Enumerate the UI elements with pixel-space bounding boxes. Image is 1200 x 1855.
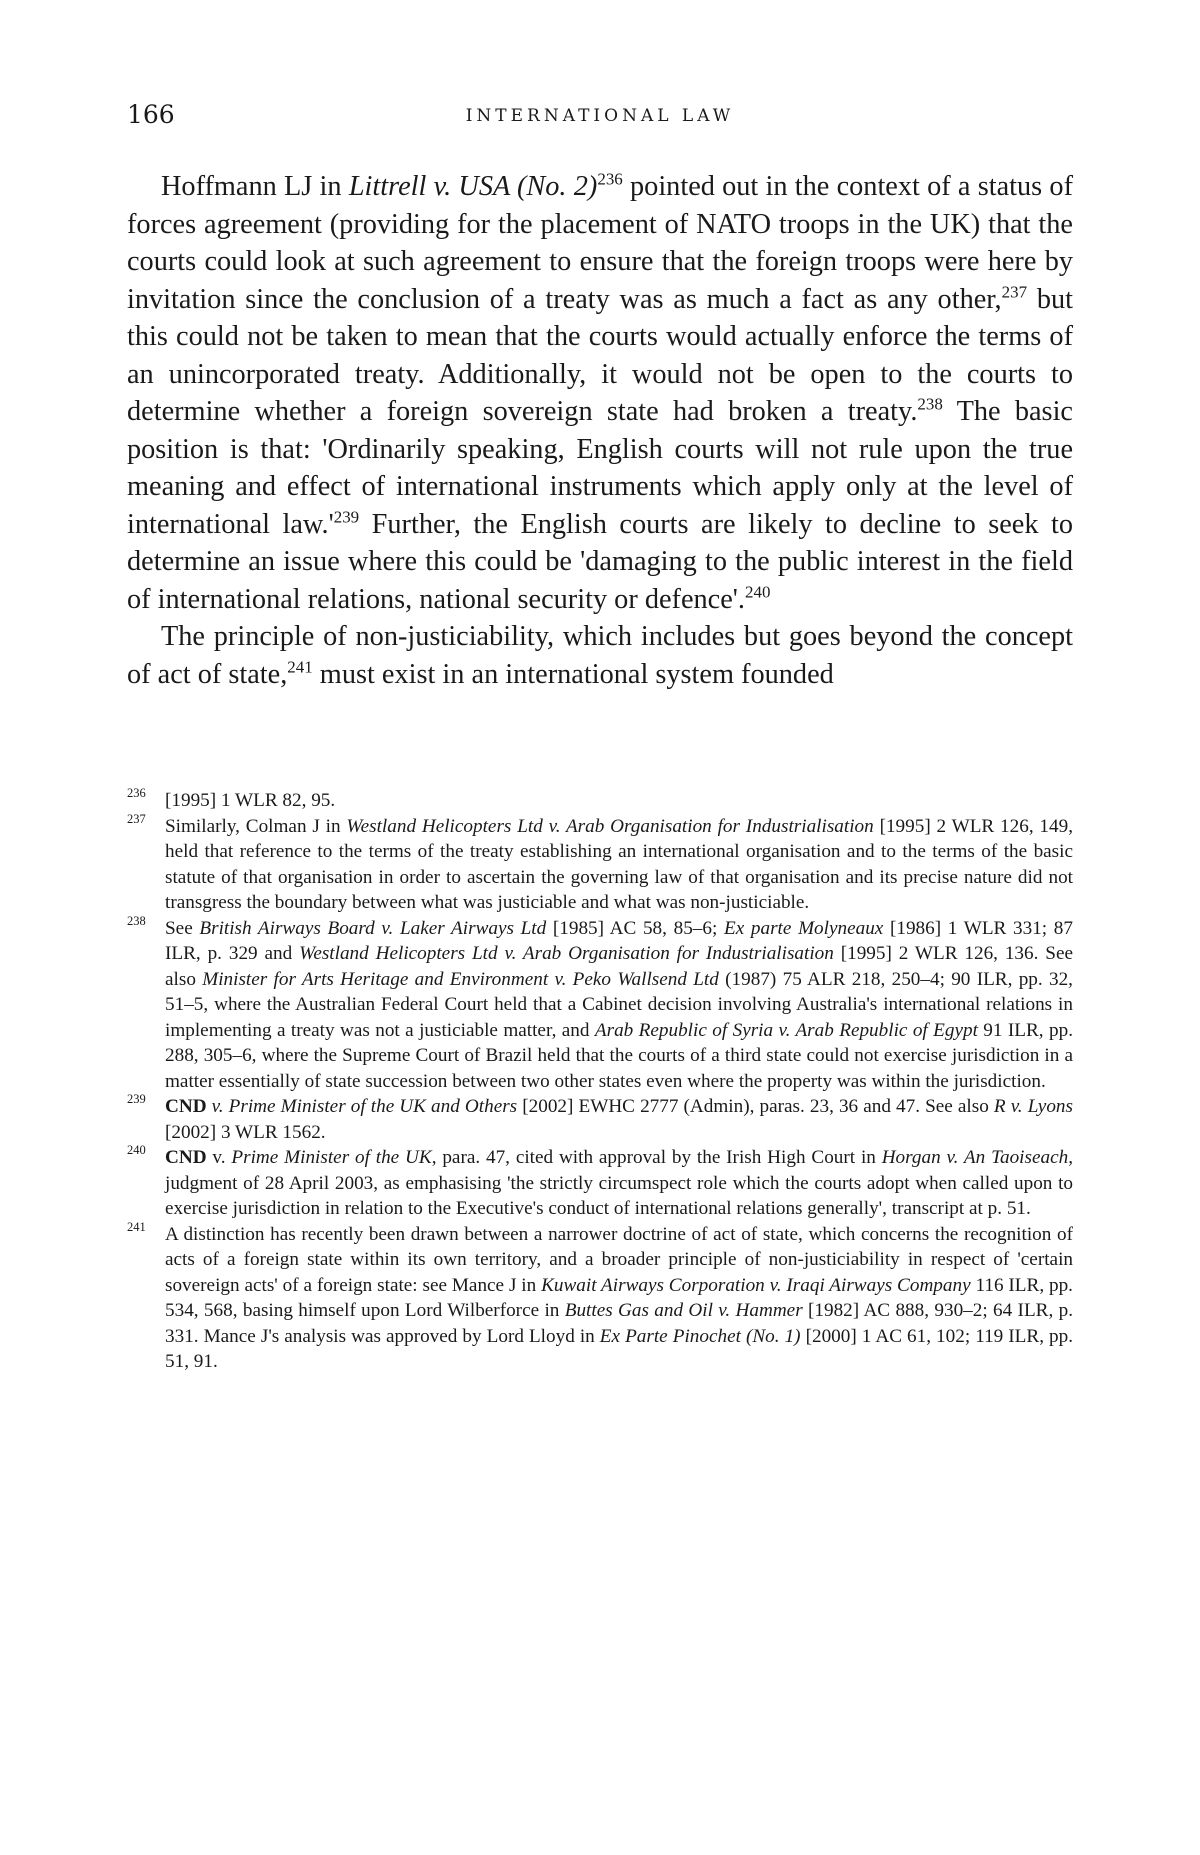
case-name: Prime Minister of the UK: [231, 1147, 432, 1168]
footnote-237: 237 Similarly, Colman J in Westland Helicopters Ltd v. Arab Organisation for Industrialisation [1995] 2 WLR 126, 149, held that reference to the terms of the treaty establishing an international organisation and to the terms of the basic statute of that organisation in order to ascertain the governing law of that organisation and its precise nature did not transgress the boundary between what was justiciable and what was non-justiciable.: [127, 811, 1074, 913]
case-name: Littrell v. USA (No. 2): [348, 171, 598, 202]
page-header: [127, 100, 1073, 134]
footnote-240: 240 CND v. Prime Minister of the UK, para. 47, cited with approval by the Irish High Court in Horgan v. An Taoiseach, judgment of 28 April 2003, as emphasising 'the strictly circumspect role which the courts adopt when called upon to exercise jurisdiction in relation to the Executive's conduct of international relations generally', transcript at p. 51.: [127, 1143, 1073, 1219]
paragraph-2: The principle of non-justiciability, which includes but goes beyond the concept of act of state,$^{241}$ must exist in an international system founded: [127, 621, 1073, 690]
footnote-ref: 236: [597, 169, 623, 189]
case-name: Kuwait Airways Corporation v. Iraqi Airways Company: [541, 1274, 971, 1296]
footnote-number: 237: [127, 811, 146, 826]
case-name: R v. Lyons: [993, 1096, 1073, 1117]
footnote-238: 238 See British Airways Board v. Laker Airways Ltd [1985] AC 58, 85–6; Ex parte Molyneaux [1986] 1 WLR 331; 87 ILR, p. 329 and Westland Helicopters Ltd v. Arab Organisation for Industrialisation [1995] 2 WLR 126, 136. See also Minister for Arts Heritage and Environment v. Peko Wallsend Ltd (1987) 75 ALR 218, 250–4; 90 ILR, pp. 32, 51–5, where the Australian Federal Court held that a Cabinet decision involving Australia's international relations in implementing a treaty was not a justiciable matter, and Arab Republic of Syria v. Arab Republic of Egypt 91 ILR, pp. 288, 305–6, where the Supreme Court of Brazil held that the courts of a third state could not exercise jurisdiction in a matter essentially of state succession between two other states even where the property was within the jurisdiction.: [127, 913, 1073, 1092]
footnote-236: 236 [1995] 1 WLR 82, 95.: [127, 786, 336, 811]
footnote-number: 236: [127, 786, 146, 800]
footnote-ref: 237: [1001, 282, 1028, 302]
case-name: Buttes Gas and Oil v. Hammer: [564, 1300, 803, 1321]
running-head: INTERNATIONAL LAW: [465, 106, 735, 126]
case-name: Arab Republic of Syria v. Arab Republic of Egypt: [594, 1019, 978, 1041]
footnote-number: 239: [127, 1092, 146, 1106]
footnote-ref: 238: [917, 394, 943, 414]
case-name: Minister for Arts Heritage and Environment v. Peko Wallsend Ltd: [202, 968, 719, 990]
case-name: Ex parte Molyneaux: [724, 917, 884, 939]
footnotes: [127, 788, 1073, 1375]
case-name-bold: CND: [165, 1147, 207, 1168]
case-name: v. Prime Minister of the UK and Others: [206, 1096, 518, 1117]
footnote-241: 241 A distinction has recently been drawn between a narrower doctrine of act of state, which concerns the recognition of acts of a foreign state within its own territory, and a broader principle of non-justiciability in respect of 'certain sovereign acts' of a foreign state: see Mance J in Kuwait Airways Corporation v. Iraqi Airways Company 116 ILR, pp. 534, 568, basing himself upon Lord Wilberforce in Buttes Gas and Oil v. Hammer [1982] AC 888, 930–2; 64 ILR, p. 331. Mance J's analysis was approved by Lord Lloyd in Ex Parte Pinochet (No. 1) [2000] 1 AC 61, 102; 119 ILR, pp. 51, 91.: [127, 1219, 1074, 1372]
footnote-number: 241: [127, 1219, 146, 1234]
case-name-bold: CND: [165, 1096, 207, 1117]
footnote-number: 240: [127, 1143, 146, 1157]
case-name: Ex Parte Pinochet (No. 1): [599, 1325, 801, 1347]
case-name: Westland Helicopters Ltd v. Arab Organisation for Industrialisation: [346, 815, 874, 837]
footnote-number: 238: [127, 913, 146, 928]
footnote-ref: 240: [744, 582, 771, 602]
case-name: Horgan v. An Taoiseach: [881, 1147, 1069, 1168]
case-name: Westland Helicopters Ltd v. Arab Organisation for Industrialisation: [299, 943, 834, 964]
page-number: 166: [127, 100, 175, 129]
footnote-ref: 239: [333, 507, 360, 527]
footnote-239: 239 CND v. Prime Minister of the UK and Others [2002] EWHC 2777 (Admin), paras. 23, 36 and 47. See also R v. Lyons [2002] 3 WLR 1562.: [127, 1092, 1073, 1143]
main-text: [127, 168, 1073, 693]
footnote-ref: 241: [287, 657, 313, 677]
paragraph-1: Hoffmann LJ in Littrell v. USA (No. 2)$^{236}$ pointed out in the context of a status of forces agreement (providing for the placement of NATO troops in the UK) that the courts could look at such agreement to ensure that the foreign troops were here by invitation since the conclusion of a treaty was as much a fact as any other,$^{237}$ but this could not be taken to mean that the courts would actually enforce the terms of an unincorporated treaty. Additionally, it would not be open to the courts to determine whether a foreign sovereign state had broken a treaty.$^{238}$ The basic position is that: 'Ordinarily speaking, English courts will not rule upon the true meaning and effect of international instruments which apply only at the level of international $law.'^{239}$ Further, the English courts are likely to decline to seek to determine an issue where this could be 'damaging to the public interest in the field of international relations, national security or defence'.$^{240}$: [127, 169, 1073, 615]
case-name: British Airways Board v. Laker Airways Ltd: [199, 917, 547, 939]
